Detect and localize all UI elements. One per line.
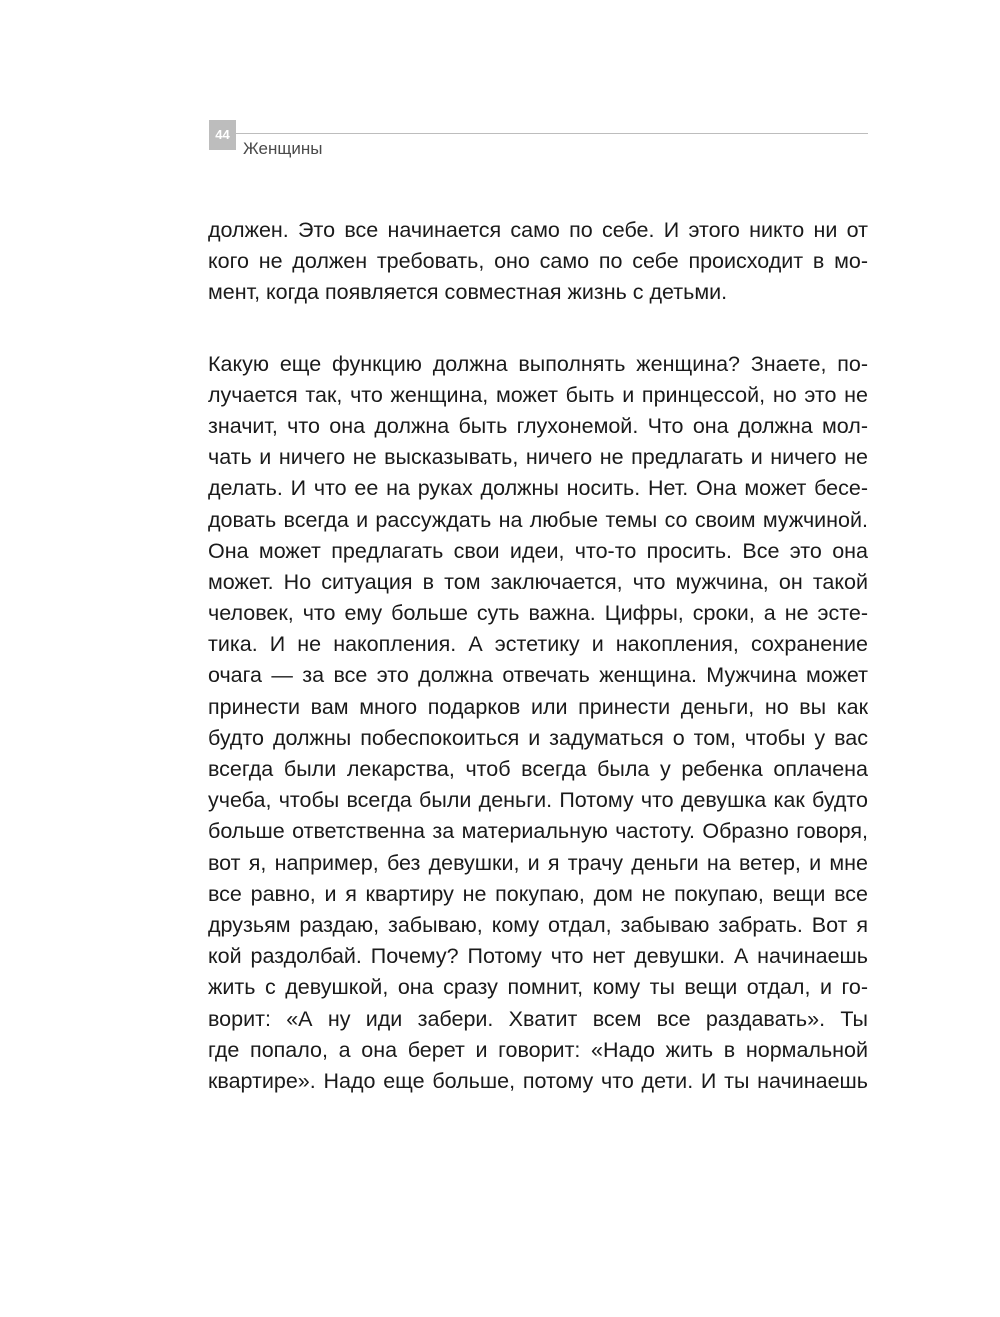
text-line: кого не должен требовать, оно само по себе происходит в мо- bbox=[208, 249, 868, 274]
text-line: квартире». Надо еще больше, потому что дети. И ты начинаешь bbox=[208, 1068, 868, 1093]
text-line: где попало, а она берет и говорит: «Надо жить в нормальной bbox=[208, 1037, 868, 1062]
text-line: человек, что ему больше суть важна. Цифры, сроки, а не эсте- bbox=[208, 601, 868, 626]
text-line: Какую еще функцию должна выполнять женщина? Знаете, по- bbox=[208, 351, 868, 376]
text-line: лучается так, что женщина, может быть и принцессой, но это не bbox=[208, 382, 868, 407]
text-line: довать всегда и рассуждать на любые темы со своим мужчиной. bbox=[208, 507, 868, 532]
paragraph-gap bbox=[208, 309, 868, 349]
body-text bbox=[208, 215, 868, 1097]
text-line: вот я, например, без девушки, и я трачу деньги на ветер, и мне bbox=[208, 850, 868, 875]
text-line: все равно, и я квартиру не покупаю, дом не покупаю, вещи все bbox=[208, 881, 868, 906]
header-rule bbox=[236, 133, 868, 134]
text-line: принести вам много подарков или принести деньги, но вы как bbox=[208, 694, 868, 719]
text-line: тика. И не накопления. А эстетику и накопления, сохранение bbox=[208, 632, 868, 657]
text-line: будто должны побеспокоиться и задуматься о том, чтобы у вас bbox=[208, 725, 868, 750]
text-line: учеба, чтобы всегда были деньги. Потому что девушка как будто bbox=[208, 788, 868, 813]
paragraph-1 bbox=[208, 215, 868, 309]
running-title: Женщины bbox=[243, 139, 323, 158]
text-line: очага — за все это должна отвечать женщина. Мужчина может bbox=[208, 663, 868, 688]
text-line: друзьям раздаю, забываю, кому отдал, забываю забрать. Вот я bbox=[208, 912, 868, 937]
text-line: кой раздолбай. Почему? Потому что нет девушки. А начинаешь bbox=[208, 944, 868, 969]
text-line: всегда были лекарства, чтоб всегда была у ребенка оплачена bbox=[208, 757, 868, 781]
page-number: 44 bbox=[209, 120, 236, 150]
text-line: должен. Это все начинается само по себе. И этого никто ни от bbox=[208, 218, 868, 242]
text-line: жить с девушкой, она сразу помнит, кому ты вещи отдал, и го- bbox=[208, 975, 868, 1000]
paragraph-2 bbox=[208, 349, 868, 1098]
text-line: больше ответственна за материальную частоту. Образно говоря, bbox=[208, 819, 868, 844]
text-line: ворит: «А ну иди забери. Хватит всем все раздавать». Ты bbox=[208, 1006, 868, 1031]
text-line: может. Но ситуация в том заключается, что мужчина, он такой bbox=[208, 569, 868, 594]
text-line: чать и ничего не высказывать, ничего не предлагать и ничего не bbox=[208, 445, 868, 470]
text-line: мент, когда появляется совместная жизнь с детьми. bbox=[208, 280, 728, 305]
text-line: делать. И что ее на руках должны носить. Нет. Она может бесе- bbox=[208, 476, 868, 501]
text-line: значит, что она должна быть глухонемой. Что она должна мол- bbox=[208, 413, 868, 438]
text-line: Она может предлагать свои идеи, что-то просить. Все это она bbox=[208, 538, 868, 563]
